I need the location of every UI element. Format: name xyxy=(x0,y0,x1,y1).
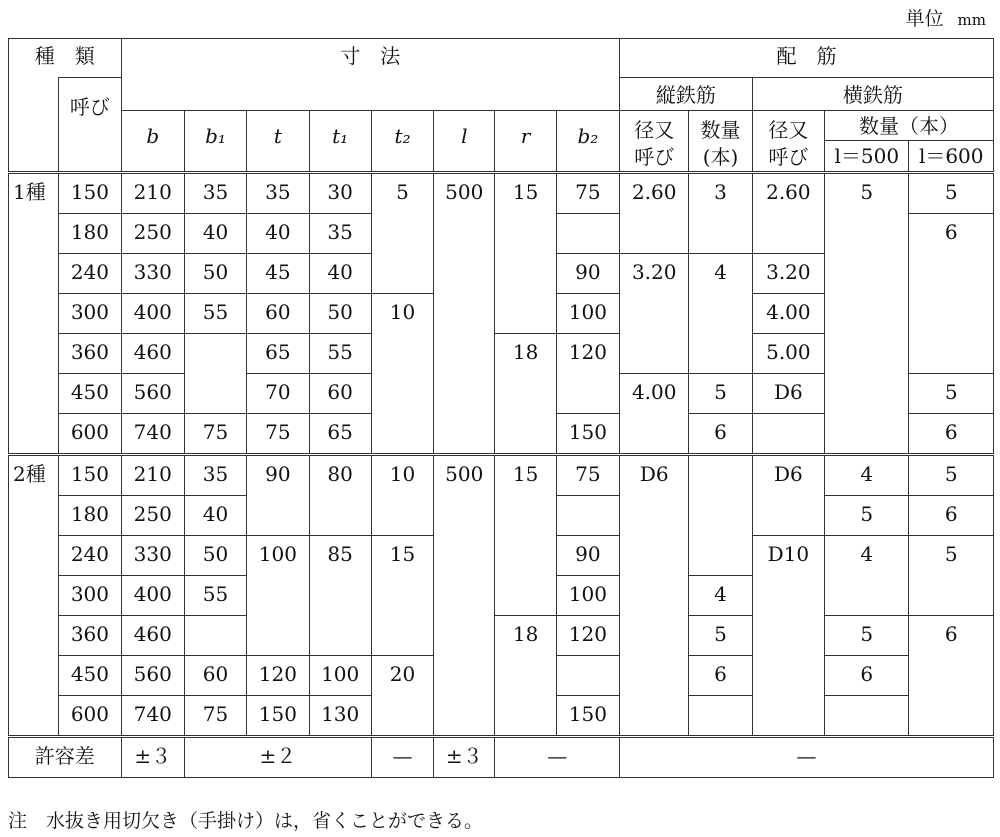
cell-call: 600 xyxy=(59,414,121,455)
cell-q5: 5 xyxy=(825,616,909,656)
col-t2-header: t₂ xyxy=(371,111,433,173)
cell-q5: 6 xyxy=(825,656,909,696)
cell-t2: 20 xyxy=(371,656,433,737)
cell-lq: 4 xyxy=(689,254,752,374)
cell-l: 500 xyxy=(434,173,495,455)
tolerance-row xyxy=(9,737,994,778)
l600-header: l＝600 xyxy=(909,141,994,173)
cell-call: 150 xyxy=(59,173,121,214)
cell-q5: 4 xyxy=(825,455,909,496)
cell-b2: 100 xyxy=(556,576,619,616)
tolerance-r-b2: — xyxy=(495,737,620,778)
cell-call: 360 xyxy=(59,616,121,656)
cell-lq: 5 xyxy=(689,616,752,656)
cell-call: 450 xyxy=(59,374,121,414)
cell-t: 35 xyxy=(247,173,309,214)
cell-b2: 90 xyxy=(556,536,619,576)
cell-b: 400 xyxy=(121,294,184,334)
cell-b2: 150 xyxy=(556,414,619,455)
cell-t1: 40 xyxy=(309,254,371,294)
tolerance-label: 許容差 xyxy=(9,737,122,778)
cell-td: D6 xyxy=(752,374,824,414)
table-row xyxy=(9,173,994,214)
table-row xyxy=(9,616,994,656)
kind-blank-2 xyxy=(9,111,59,173)
cell-q5: 5 xyxy=(825,173,909,455)
long-dia-header-line1: 径又 xyxy=(634,118,675,142)
cell-call: 240 xyxy=(59,536,121,576)
cell-q6: 5 xyxy=(909,455,994,496)
cell-td: D6 xyxy=(752,455,824,536)
cell-lq: 6 xyxy=(689,656,752,696)
cell-t2: 15 xyxy=(371,536,433,656)
spec-table xyxy=(8,38,994,778)
cell-r: 18 xyxy=(495,334,556,455)
cell-call: 360 xyxy=(59,334,121,374)
cell-b: 460 xyxy=(121,616,184,656)
cell-b1: 50 xyxy=(184,254,246,294)
cell-t1: 80 xyxy=(309,455,371,536)
unit-label xyxy=(906,4,986,31)
cell-b2: 75 xyxy=(556,173,619,214)
cell-q5: 5 xyxy=(825,496,909,536)
tolerance-t2: — xyxy=(371,737,433,778)
cell-r: 15 xyxy=(495,173,556,334)
cell-ld: D6 xyxy=(620,455,689,737)
cell-t: 100 xyxy=(247,536,309,656)
cell-r: 15 xyxy=(495,455,556,616)
long-qty-header-line1: 数量 xyxy=(700,118,741,142)
cell-b2 xyxy=(556,214,619,254)
cell-b1 xyxy=(184,334,246,414)
trans-dia-header-line2: 呼び xyxy=(768,145,809,169)
cell-b: 740 xyxy=(121,696,184,737)
cell-td: 4.00 xyxy=(752,294,824,334)
cell-td: 2.60 xyxy=(752,173,824,254)
trans-dia-header-line1: 径又 xyxy=(768,118,809,142)
tolerance-rebar: — xyxy=(620,737,994,778)
cell-b1: 35 xyxy=(184,455,246,496)
cell-t: 45 xyxy=(247,254,309,294)
cell-td: 5.00 xyxy=(752,334,824,374)
tolerance-b1-t1: ±２ xyxy=(184,737,371,778)
cell-t1: 30 xyxy=(309,173,371,214)
table-row xyxy=(9,455,994,496)
table-body xyxy=(9,39,994,778)
cell-t: 90 xyxy=(247,455,309,536)
cell-lq: 4 xyxy=(689,576,752,616)
cell-td xyxy=(752,414,824,455)
cell-t1: 35 xyxy=(309,214,371,254)
cell-b: 250 xyxy=(121,214,184,254)
cell-q6: 5 xyxy=(909,374,994,414)
cell-td: 3.20 xyxy=(752,254,824,294)
cell-call: 450 xyxy=(59,656,121,696)
trans-bar-header: 横鉄筋 xyxy=(752,78,993,111)
cell-b1: 75 xyxy=(184,696,246,737)
cell-q6: 6 xyxy=(909,496,994,536)
cell-t2: 10 xyxy=(371,294,433,455)
kind-cell: 2種 xyxy=(9,455,59,737)
cell-t1: 55 xyxy=(309,334,371,374)
cell-t2: 10 xyxy=(371,455,433,536)
cell-t1: 130 xyxy=(309,696,371,737)
cell-b2: 120 xyxy=(556,334,619,414)
long-dia-header xyxy=(620,111,689,173)
cell-b2: 150 xyxy=(556,696,619,737)
cell-q6: 6 xyxy=(909,214,994,374)
cell-b: 210 xyxy=(121,173,184,214)
header-row-1 xyxy=(9,39,994,78)
unit-label-text: 単位 xyxy=(905,8,944,30)
cell-b2: 75 xyxy=(556,455,619,496)
dimensions-header: 寸 法 xyxy=(121,39,619,78)
cell-call: 150 xyxy=(59,455,121,496)
cell-t1: 50 xyxy=(309,294,371,334)
col-l-header: l xyxy=(434,111,495,173)
cell-b: 400 xyxy=(121,576,184,616)
cell-t1: 85 xyxy=(309,536,371,656)
long-dia-header-line2: 呼び xyxy=(634,145,675,169)
kind-header: 種 類 xyxy=(9,39,122,78)
cell-b2 xyxy=(556,496,619,536)
l500-header: l＝500 xyxy=(825,141,909,173)
cell-lq xyxy=(689,455,752,576)
cell-t2: 5 xyxy=(371,173,433,294)
tolerance-l: ±３ xyxy=(434,737,495,778)
cell-lq: 3 xyxy=(689,173,752,254)
footnote: 注 水抜き用切欠き（手掛け）は，省くことができる。 xyxy=(8,810,484,832)
cell-lq: 6 xyxy=(689,414,752,455)
long-qty-header xyxy=(689,111,752,173)
unit-value: mm xyxy=(957,11,986,29)
cell-r: 18 xyxy=(495,616,556,737)
cell-b: 330 xyxy=(121,536,184,576)
dimensions-header-blank xyxy=(121,78,619,111)
cell-b: 740 xyxy=(121,414,184,455)
cell-ld: 2.60 xyxy=(620,173,689,254)
cell-lq xyxy=(689,696,752,737)
cell-ld: 4.00 xyxy=(620,374,689,455)
rebar-header: 配 筋 xyxy=(620,39,994,78)
cell-q6: 5 xyxy=(909,173,994,214)
cell-t: 150 xyxy=(247,696,309,737)
cell-call: 240 xyxy=(59,254,121,294)
cell-b: 560 xyxy=(121,374,184,414)
cell-q6: 6 xyxy=(909,414,994,455)
cell-call: 300 xyxy=(59,294,121,334)
cell-b: 560 xyxy=(121,656,184,696)
col-r-header: r xyxy=(495,111,556,173)
cell-b1: 55 xyxy=(184,294,246,334)
col-t1-header: t₁ xyxy=(309,111,371,173)
cell-t: 60 xyxy=(247,294,309,334)
long-bar-header: 縦鉄筋 xyxy=(620,78,753,111)
cell-q5: 4 xyxy=(825,536,909,616)
trans-qty-header: 数量（本） xyxy=(825,111,994,141)
cell-td: D10 xyxy=(752,536,824,737)
cell-t: 70 xyxy=(247,374,309,414)
tolerance-b: ±３ xyxy=(121,737,184,778)
cell-b1: 75 xyxy=(184,414,246,455)
header-row-3 xyxy=(9,111,994,141)
cell-b1: 60 xyxy=(184,656,246,696)
cell-b: 460 xyxy=(121,334,184,374)
cell-q5 xyxy=(825,696,909,737)
cell-t: 120 xyxy=(247,656,309,696)
cell-t1: 60 xyxy=(309,374,371,414)
cell-b: 210 xyxy=(121,455,184,496)
cell-b1 xyxy=(184,616,246,656)
cell-call: 300 xyxy=(59,576,121,616)
cell-q6: 6 xyxy=(909,616,994,737)
col-b1-header: b₁ xyxy=(184,111,246,173)
cell-call: 600 xyxy=(59,696,121,737)
cell-t1: 100 xyxy=(309,656,371,696)
cell-lq: 5 xyxy=(689,374,752,414)
cell-b2: 120 xyxy=(556,616,619,656)
col-b2-header: b₂ xyxy=(556,111,619,173)
cell-ld: 3.20 xyxy=(620,254,689,374)
cell-b1: 40 xyxy=(184,496,246,536)
long-qty-header-line2: (本) xyxy=(702,145,739,169)
header-row-2 xyxy=(9,78,994,111)
cell-t1: 65 xyxy=(309,414,371,455)
kind-cell: 1種 xyxy=(9,173,59,455)
cell-b1: 50 xyxy=(184,536,246,576)
cell-call: 180 xyxy=(59,496,121,536)
cell-b1: 35 xyxy=(184,173,246,214)
cell-b2 xyxy=(556,656,619,696)
cell-b: 330 xyxy=(121,254,184,294)
cell-b1: 40 xyxy=(184,214,246,254)
trans-dia-header xyxy=(752,111,824,173)
cell-q6: 5 xyxy=(909,536,994,616)
cell-b: 250 xyxy=(121,496,184,536)
cell-b2: 90 xyxy=(556,254,619,294)
cell-call: 180 xyxy=(59,214,121,254)
col-t-header: t xyxy=(247,111,309,173)
cell-t: 75 xyxy=(247,414,309,455)
cell-t: 40 xyxy=(247,214,309,254)
col-b-header: b xyxy=(121,111,184,173)
cell-t: 65 xyxy=(247,334,309,374)
cell-l: 500 xyxy=(434,455,495,737)
call-header: 呼び xyxy=(59,78,121,173)
cell-b1: 55 xyxy=(184,576,246,616)
cell-b2: 100 xyxy=(556,294,619,334)
kind-blank xyxy=(9,78,59,111)
